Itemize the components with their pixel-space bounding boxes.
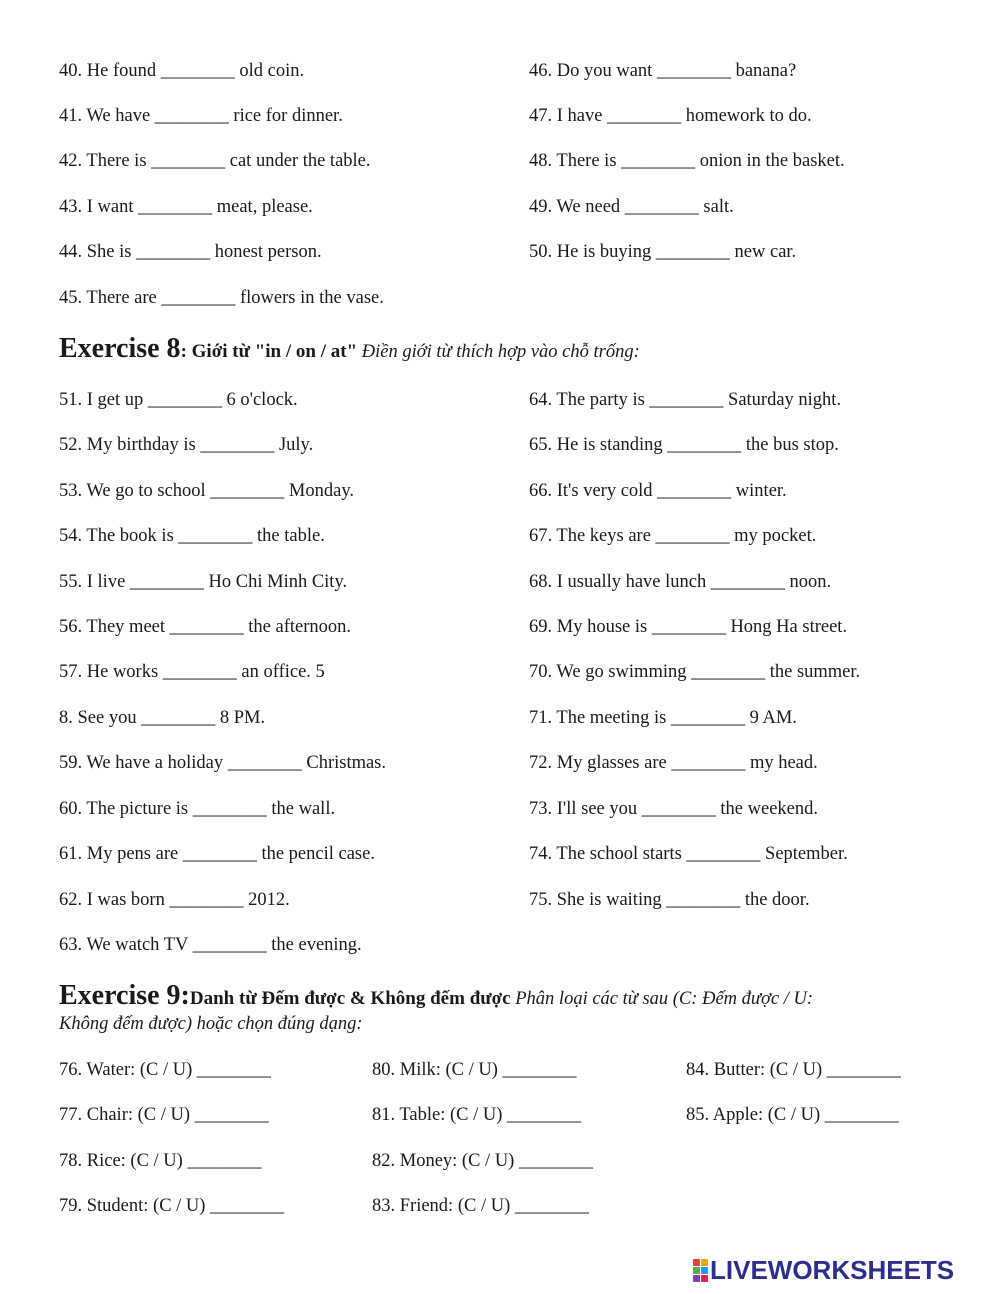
question-58: 8. See you ________ 8 PM. bbox=[59, 708, 266, 728]
question-59: 59. We have a holiday ________ Christmas. bbox=[59, 753, 387, 773]
question-48: 48. There is ________ onion in the basket. bbox=[529, 151, 845, 171]
question-57: 57. He works ________ an office. 5 bbox=[59, 662, 325, 682]
question-49: 49. We need ________ salt. bbox=[529, 197, 734, 217]
question-71: 71. The meeting is ________ 9 AM. bbox=[529, 708, 797, 728]
question-51: 51. I get up ________ 6 o'clock. bbox=[59, 390, 298, 410]
question-56: 56. They meet ________ the afternoon. bbox=[59, 617, 351, 637]
exercise-8-label: Exercise 8 bbox=[59, 333, 181, 364]
question-74: 74. The school starts ________ September. bbox=[529, 844, 848, 864]
question-80: 80. Milk: (C / U) ________ bbox=[372, 1060, 577, 1080]
question-84: 84. Butter: (C / U) ________ bbox=[686, 1060, 901, 1080]
question-85: 85. Apple: (C / U) ________ bbox=[686, 1105, 899, 1125]
exercise-9-instruction-cont: Không đếm được) hoặc chọn đúng dạng: bbox=[59, 1014, 363, 1034]
exercise-8-title: : Giới từ "in / on / at" bbox=[180, 341, 358, 362]
question-78: 78. Rice: (C / U) ________ bbox=[59, 1151, 262, 1171]
question-79: 79. Student: (C / U) ________ bbox=[59, 1196, 285, 1216]
question-50: 50. He is buying ________ new car. bbox=[529, 242, 797, 262]
exercise-9-label: Exercise 9: bbox=[59, 980, 190, 1011]
question-82: 82. Money: (C / U) ________ bbox=[372, 1151, 593, 1171]
question-62: 62. I was born ________ 2012. bbox=[59, 890, 290, 910]
question-46: 46. Do you want ________ banana? bbox=[529, 61, 797, 81]
question-63: 63. We watch TV ________ the evening. bbox=[59, 935, 362, 955]
question-42: 42. There is ________ cat under the table. bbox=[59, 151, 371, 171]
logo-text: LIVEWORKSHEETS bbox=[710, 1255, 955, 1285]
question-77: 77. Chair: (C / U) ________ bbox=[59, 1105, 269, 1125]
question-41: 41. We have ________ rice for dinner. bbox=[59, 106, 343, 126]
exercise-9-instruction: Phân loại các từ sau (C: Đếm được / U: bbox=[510, 989, 813, 1009]
question-67: 67. The keys are ________ my pocket. bbox=[529, 526, 817, 546]
liveworksheets-logo bbox=[693, 1255, 954, 1285]
question-64: 64. The party is ________ Saturday night. bbox=[529, 390, 842, 410]
question-83: 83. Friend: (C / U) ________ bbox=[372, 1196, 589, 1216]
question-61: 61. My pens are ________ the pencil case. bbox=[59, 844, 375, 864]
exercise-9-title: Danh từ Đếm được & Không đếm được bbox=[189, 988, 511, 1009]
exercise-8-instruction: Điền giới từ thích hợp vào chỗ trống: bbox=[357, 342, 640, 362]
question-72: 72. My glasses are ________ my head. bbox=[529, 753, 818, 773]
question-53: 53. We go to school ________ Monday. bbox=[59, 481, 355, 501]
exercise-9-heading bbox=[59, 980, 813, 1012]
question-70: 70. We go swimming ________ the summer. bbox=[529, 662, 861, 682]
question-43: 43. I want ________ meat, please. bbox=[59, 197, 313, 217]
logo-blocks-icon bbox=[693, 1259, 708, 1282]
question-75: 75. She is waiting ________ the door. bbox=[529, 890, 810, 910]
question-66: 66. It's very cold ________ winter. bbox=[529, 481, 787, 501]
question-52: 52. My birthday is ________ July. bbox=[59, 435, 314, 455]
exercise-8-heading bbox=[59, 333, 640, 365]
question-40: 40. He found ________ old coin. bbox=[59, 61, 305, 81]
question-55: 55. I live ________ Ho Chi Minh City. bbox=[59, 572, 348, 592]
question-76: 76. Water: (C / U) ________ bbox=[59, 1060, 271, 1080]
question-81: 81. Table: (C / U) ________ bbox=[372, 1105, 582, 1125]
question-54: 54. The book is ________ the table. bbox=[59, 526, 325, 546]
question-60: 60. The picture is ________ the wall. bbox=[59, 799, 336, 819]
question-73: 73. I'll see you ________ the weekend. bbox=[529, 799, 818, 819]
question-68: 68. I usually have lunch ________ noon. bbox=[529, 572, 832, 592]
question-45: 45. There are ________ flowers in the vase. bbox=[59, 288, 384, 308]
question-44: 44. She is ________ honest person. bbox=[59, 242, 322, 262]
question-69: 69. My house is ________ Hong Ha street. bbox=[529, 617, 848, 637]
question-65: 65. He is standing ________ the bus stop. bbox=[529, 435, 839, 455]
question-47: 47. I have ________ homework to do. bbox=[529, 106, 812, 126]
